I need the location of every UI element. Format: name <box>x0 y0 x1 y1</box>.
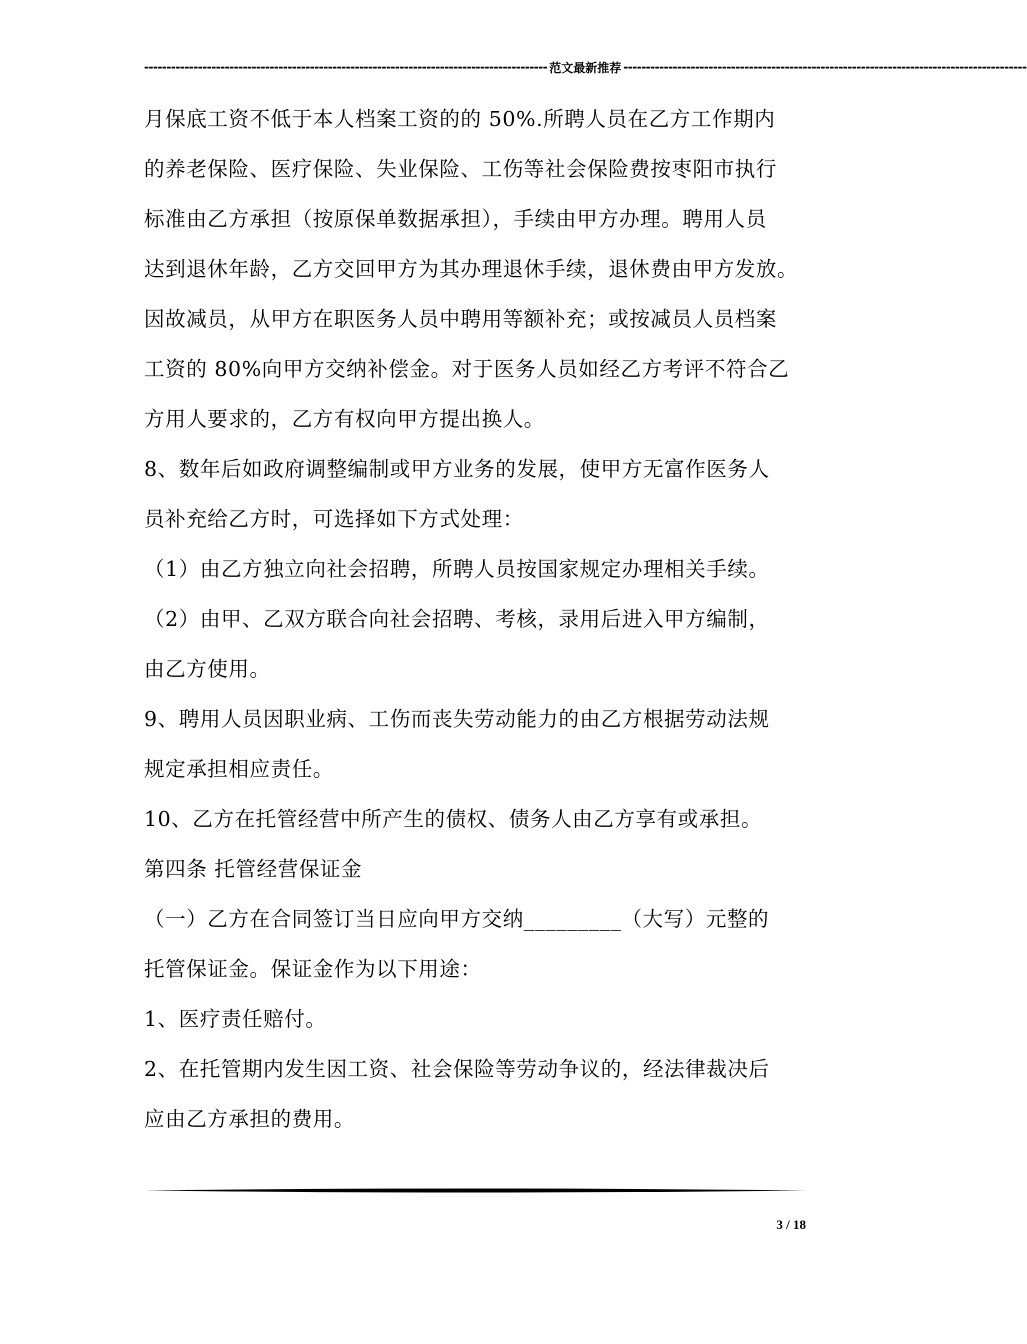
header-dashes-right: ------------------------------------------------------------------------------------------ <box>623 60 1027 74</box>
text-line: 月保底工资不低于本人档案工资的的 50%.所聘人员在乙方工作期内 <box>144 107 776 131</box>
text-line: （1）由乙方独立向社会招聘，所聘人员按国家规定办理相关手续。 <box>144 557 770 581</box>
text-line: 方用人要求的，乙方有权向甲方提出换人。 <box>144 407 545 431</box>
text-line: 由乙方使用。 <box>144 657 271 681</box>
text-line: 9、聘用人员因职业病、工伤而丧失劳动能力的由乙方根据劳动法规 <box>144 707 770 731</box>
text-line: 因故减员，从甲方在职医务人员中聘用等额补充；或按减员人员档案 <box>144 307 777 331</box>
text-line: 达到退休年龄，乙方交回甲方为其办理退休手续，退休费由甲方发放。 <box>144 257 799 281</box>
text-line: 的养老保险、医疗保险、失业保险、工伤等社会保险费按枣阳市执行 <box>144 157 777 181</box>
text-line: 工资的 80%向甲方交纳补偿金。对于医务人员如经乙方考评不符合乙 <box>144 357 790 381</box>
page-header <box>144 58 1027 76</box>
page-number: 3 / 18 <box>776 1217 806 1232</box>
text-line: （2）由甲、乙双方联合向社会招聘、考核，录用后进入甲方编制， <box>144 607 770 631</box>
text-line: （一）乙方在合同签订当日应向甲方交纳_________（大写）元整的 <box>144 907 770 931</box>
text-line: 10、乙方在托管经营中所产生的债权、债务人由乙方享有或承担。 <box>144 807 763 831</box>
text-line: 规定承担相应责任。 <box>144 757 334 781</box>
text-line: 托管保证金。保证金作为以下用途： <box>144 957 482 981</box>
text-line: 应由乙方承担的费用。 <box>144 1107 355 1131</box>
text-line: 员补充给乙方时，可选择如下方式处理： <box>144 507 524 531</box>
section-heading: 第四条 托管经营保证金 <box>144 857 363 881</box>
header-dashes-left: ------------------------------------------------------------------------------------------ <box>144 60 548 74</box>
text-line: 1、医疗责任赔付。 <box>144 1007 327 1031</box>
text-line: 2、在托管期内发生因工资、社会保险等劳动争议的，经法律裁决后 <box>144 1057 770 1081</box>
footer-rule <box>144 1188 806 1193</box>
text-line: 标准由乙方承担（按原保单数据承担），手续由甲方办理。聘用人员 <box>144 207 767 231</box>
header-title: 范文最新推荐 <box>549 60 622 75</box>
text-line: 8、数年后如政府调整编制或甲方业务的发展，使甲方无富作医务人 <box>144 457 770 481</box>
